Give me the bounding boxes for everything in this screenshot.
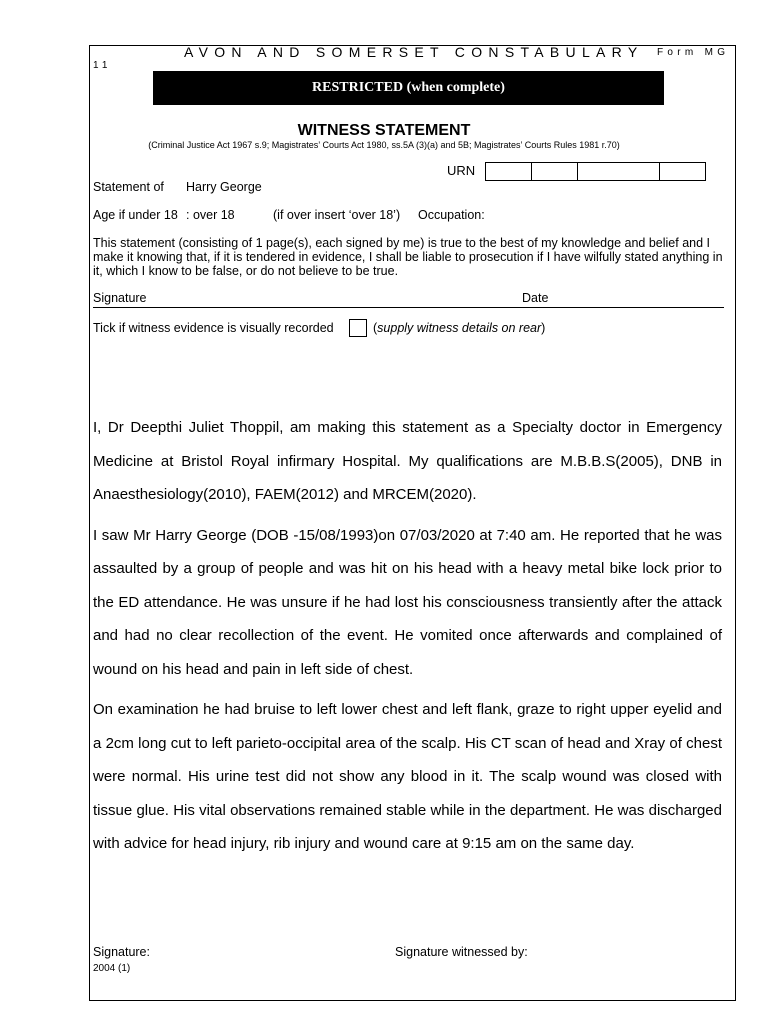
footer-witnessed-label: Signature witnessed by: [395, 945, 528, 959]
legal-reference: (Criminal Justice Act 1967 s.9; Magistrates’ Courts Act 1980, ss.5A (3)(a) and 5B; Magistrates’ Courts Rules 1981 r.70) [148, 140, 620, 150]
form-label: Form MG [657, 47, 730, 58]
signature-label: Signature [93, 291, 147, 305]
hint-open-paren: ( [373, 321, 378, 335]
restricted-banner [153, 71, 664, 105]
visual-record-checkbox[interactable] [349, 319, 367, 337]
statement-paragraph: I saw Mr Harry George (DOB -15/08/1993)on 07/03/2020 at 7:40 am. He reported that he was assaulted by a group of people and was hit on his head with a heavy metal bike lock prior to the ED attendance. He was unsure if he had lost his consciousness transiently after the attack and had no clear recollection of the event. He vomited once afterwards and complained of wound on his head and pain in left side of chest. [93, 526, 722, 678]
visual-record-hint [373, 321, 545, 335]
age-label: Age if under 18 [93, 208, 178, 222]
statement-paragraph: I, Dr Deepthi Juliet Thoppil, am making this statement as a Specialty doctor in Emergency Medicine at Bristol Royal infirmary Hospital. My qualifications are M.B.B.S(2005), DNB in Anaesthesiology(2010), FAEM(2012) and MRCEM(2020). [93, 419, 722, 503]
urn-field[interactable] [485, 162, 706, 181]
page-title: WITNESS STATEMENT [297, 122, 471, 139]
hint-close-paren: ) [541, 321, 546, 335]
signature-line [93, 307, 724, 308]
hint-text: supply witness details on rear [377, 321, 542, 335]
urn-label: URN [447, 163, 476, 178]
form-version: 2004 (1) [93, 963, 131, 974]
restricted-banner-text: RESTRICTED (when complete) [312, 80, 505, 95]
statement-body [93, 411, 722, 868]
occupation-label: Occupation: [418, 208, 485, 222]
age-value: : over 18 [186, 208, 235, 222]
footer-signature-label: Signature: [93, 945, 150, 959]
urn-cell[interactable] [578, 163, 660, 180]
form-number: 11 [93, 60, 112, 71]
age-hint: (if over insert ‘over 18’) [273, 208, 401, 222]
urn-cell[interactable] [660, 163, 705, 180]
declaration-text: This statement (consisting of 1 page(s), each signed by me) is true to the best of my knowledge and belief and I make it knowing that, if it is tendered in evidence, I shall be liable to prosecution if I have wilfully stated anything in it, which I know to be false, or do not believe to be true. [93, 236, 723, 278]
statement-paragraph: On examination he had bruise to left lower chest and left flank, graze to right upper eyelid and a 2cm long cut to left parieto-occipital area of the scalp. His CT scan of head and Xray of chest were normal. His urine test did not show any blood in it. The scalp wound was closed with tissue glue. His vital observations remained stable while in the department. He was discharged with advice for head injury, rib injury and wound care at 9:15 am on the same day. [93, 701, 722, 852]
urn-cell[interactable] [486, 163, 532, 180]
urn-cell[interactable] [532, 163, 578, 180]
visual-record-label: Tick if witness evidence is visually recorded [93, 321, 334, 335]
date-label: Date [522, 291, 549, 305]
statement-of-value: Harry George [186, 180, 262, 194]
constabulary-title: AVON AND SOMERSET CONSTABULARY [184, 44, 644, 60]
statement-of-label: Statement of [93, 180, 164, 194]
